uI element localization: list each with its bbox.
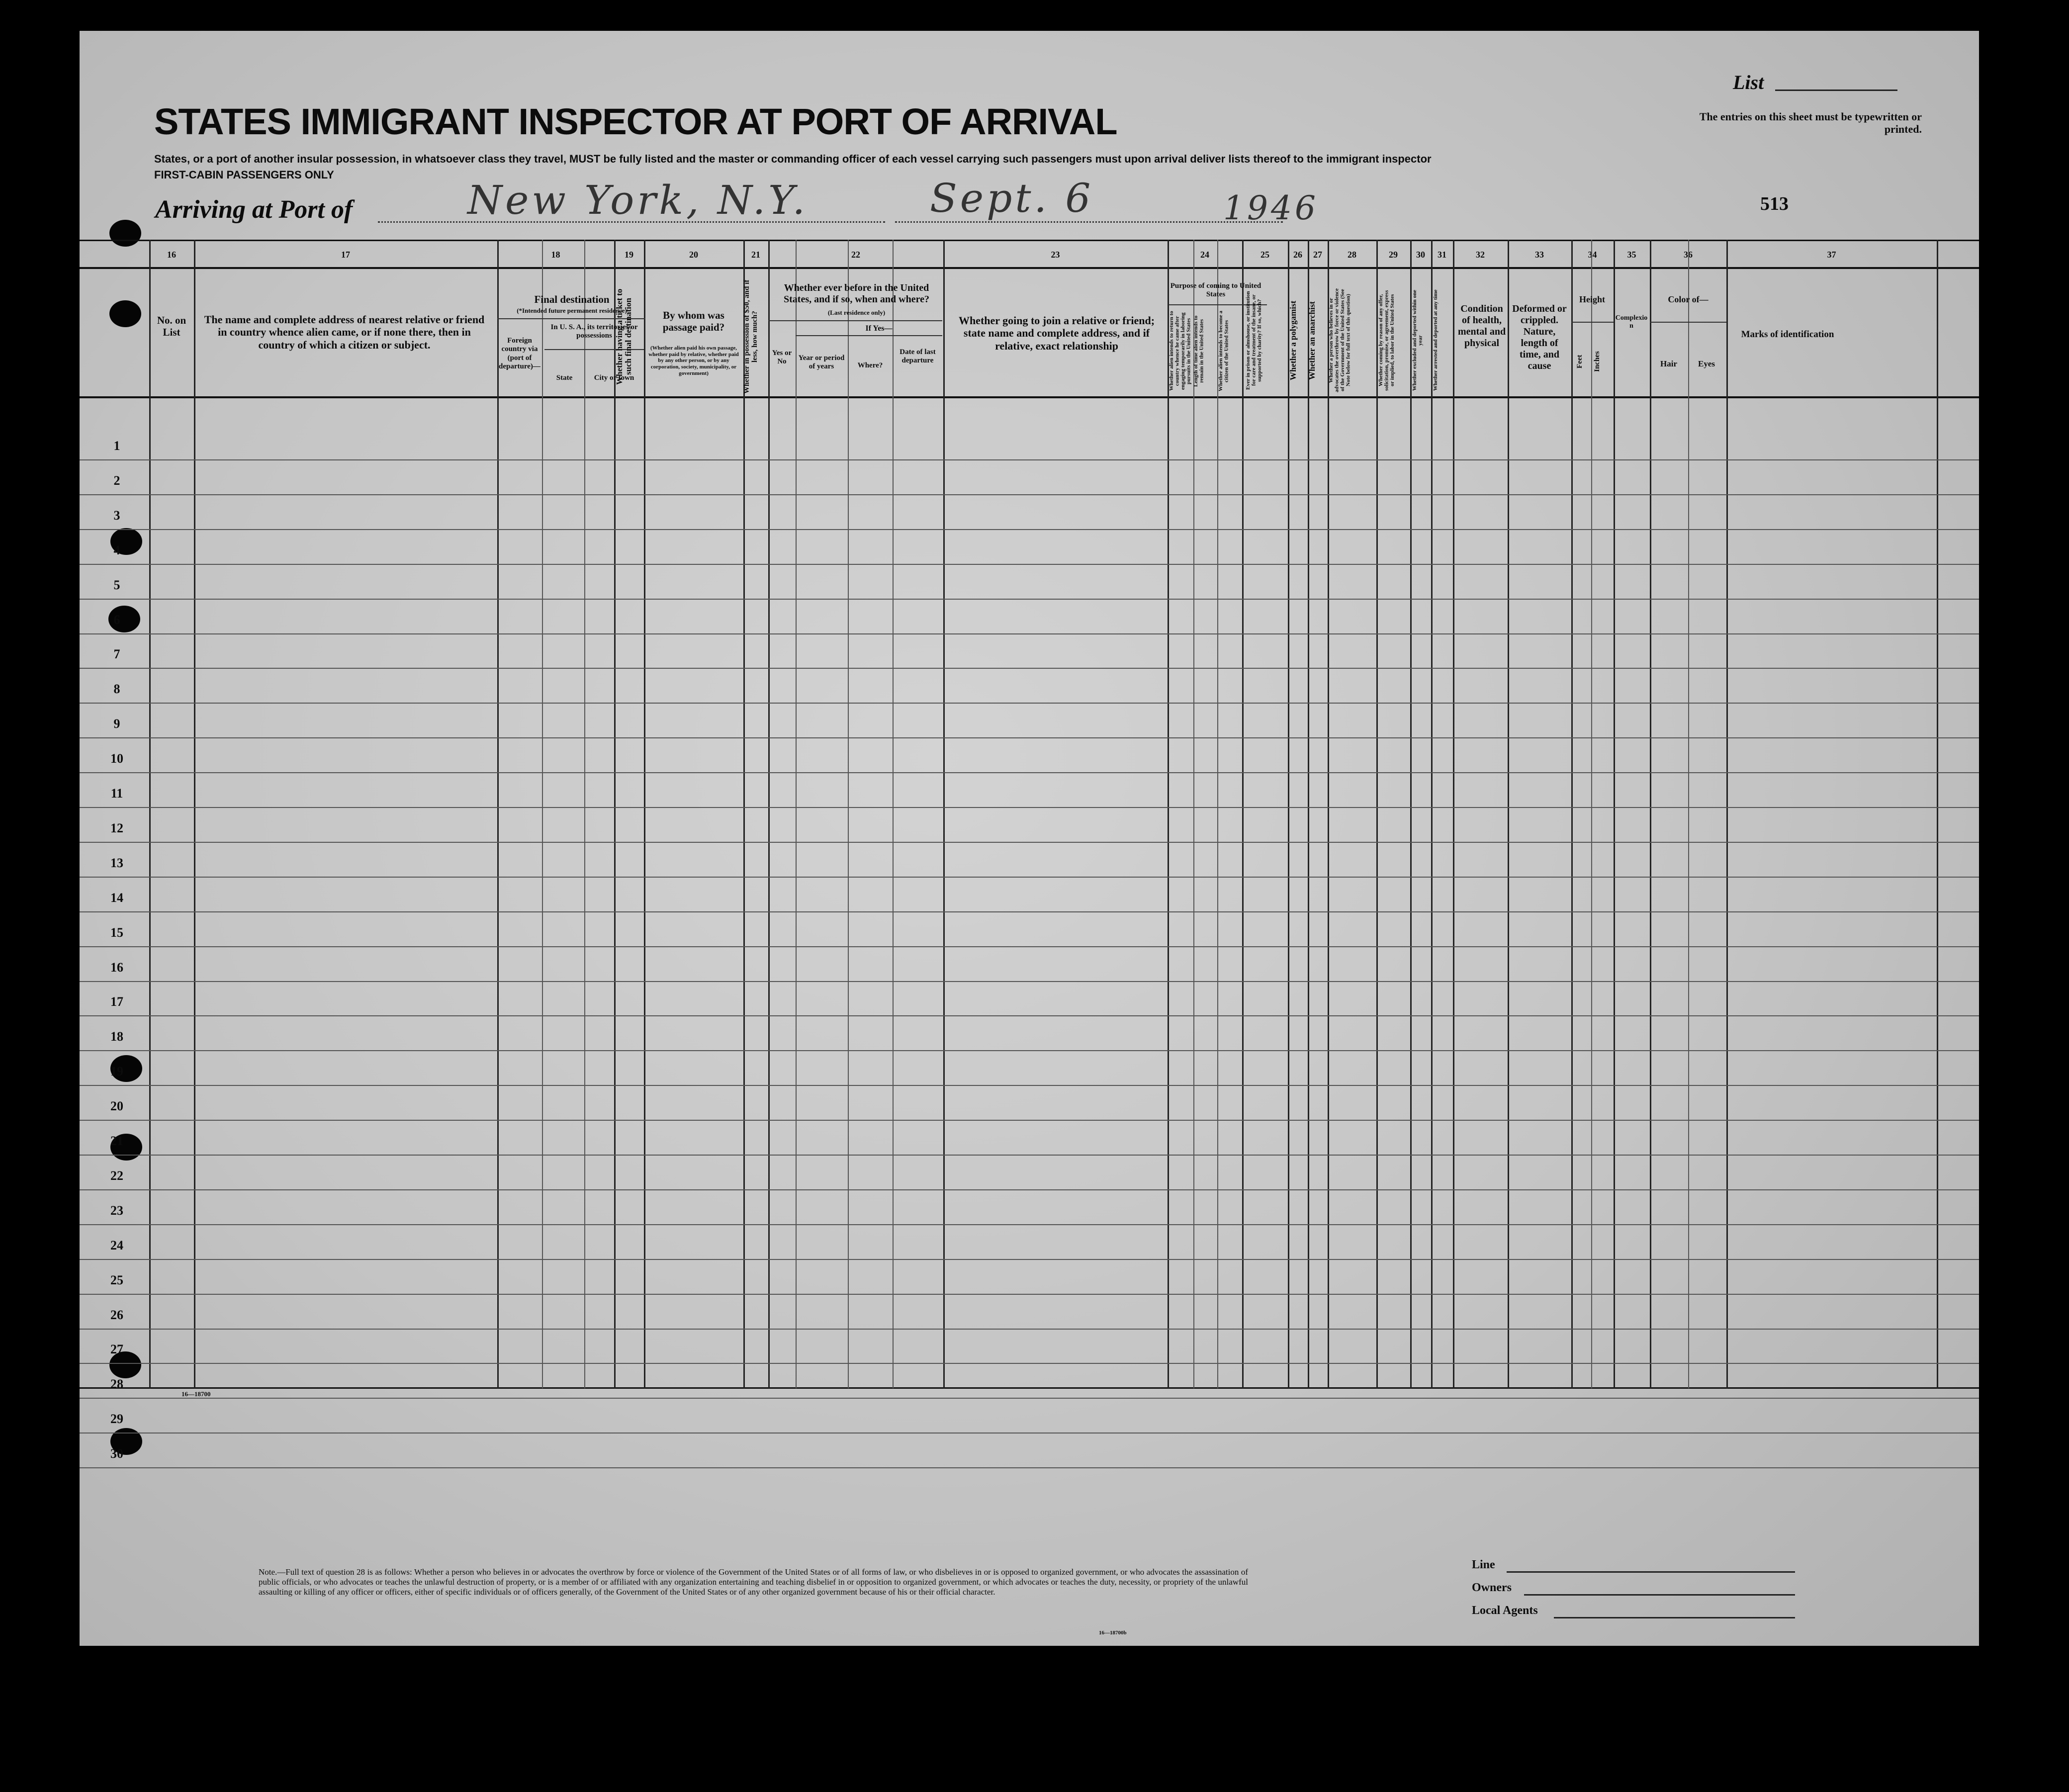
row-line bbox=[80, 1433, 1979, 1434]
header-purpose-c: Whether alien intends to become a citizen of the United States bbox=[1218, 310, 1230, 392]
column-line bbox=[1193, 240, 1194, 1388]
form-number: 16—18700 bbox=[181, 1390, 211, 1398]
header-ever-before-sub: (Last residence only) bbox=[827, 309, 886, 316]
colnum-border bbox=[80, 267, 1979, 269]
header-purpose: Purpose of coming to United States bbox=[1170, 282, 1261, 299]
header-by-whom-sub: (Whether alien paid his own passage, whether paid by relative, whether paid by any other person, or by any corporation, society, municipality, or government) bbox=[648, 345, 739, 376]
column-line bbox=[1508, 240, 1509, 1388]
list-line bbox=[1775, 90, 1897, 91]
row-line bbox=[80, 737, 1979, 738]
header-ever-before: Whether ever before in the United States, and if so, when and where? bbox=[784, 282, 929, 305]
column-line bbox=[743, 240, 745, 1388]
row-line bbox=[80, 703, 1979, 704]
column-number: 35 bbox=[1627, 250, 1636, 260]
column-number: 29 bbox=[1389, 250, 1398, 260]
column-line bbox=[768, 240, 770, 1388]
header-deformed: Deformed or crippled. Nature, length of time, and cause bbox=[1512, 303, 1567, 371]
header-contract-labor: Whether coming by reason of any offer, solicitation, promise, or agreement, express or implied, to labor in the United States bbox=[1378, 290, 1396, 391]
header-yes-no: Yes or No bbox=[772, 349, 792, 366]
row-number: 29 bbox=[110, 1412, 123, 1426]
header-complexion: Complexion bbox=[1615, 314, 1648, 330]
column-line bbox=[194, 240, 195, 1388]
row-line bbox=[80, 807, 1979, 808]
column-number: 20 bbox=[689, 250, 698, 260]
row-number: 20 bbox=[110, 1099, 123, 1113]
row-line bbox=[80, 494, 1979, 495]
column-number: 28 bbox=[1348, 250, 1356, 260]
list-label: List bbox=[1733, 71, 1764, 93]
header-if-yes: If Yes— bbox=[865, 324, 893, 333]
row-number: 28 bbox=[110, 1377, 123, 1391]
form-title: STATES IMMIGRANT INSPECTOR AT PORT OF ARRIVAL bbox=[154, 101, 1117, 142]
column-line bbox=[1308, 240, 1309, 1388]
header-inches: Inches bbox=[1593, 351, 1601, 372]
row-number: 13 bbox=[110, 856, 123, 870]
header-purpose-b: Length of time alien intends to remain in the United States bbox=[1193, 315, 1205, 387]
row-number: 25 bbox=[110, 1273, 123, 1287]
row-number: 7 bbox=[113, 647, 120, 661]
table-top-border bbox=[80, 240, 1979, 241]
row-line bbox=[80, 1398, 1979, 1399]
form-number-bottom: 16—18700b bbox=[1099, 1630, 1127, 1636]
row-number: 19 bbox=[110, 1064, 123, 1078]
header-marks: Marks of identification bbox=[1741, 329, 1834, 340]
row-number: 16 bbox=[110, 960, 123, 975]
row-line bbox=[80, 1329, 1979, 1330]
row-line bbox=[80, 459, 1979, 460]
row-number: 21 bbox=[110, 1134, 123, 1148]
header-hair: Hair bbox=[1660, 359, 1677, 368]
column-number: 17 bbox=[341, 250, 350, 260]
column-line bbox=[644, 240, 645, 1388]
header-anarchist: Whether an anarchist bbox=[1307, 301, 1317, 380]
column-line bbox=[943, 240, 945, 1388]
column-line bbox=[497, 240, 499, 1388]
header-final-destination-sub: (*Intended future permanent residence) bbox=[517, 307, 627, 314]
header-condition: Condition of health, mental and physical bbox=[1457, 303, 1506, 349]
column-number: 24 bbox=[1200, 250, 1209, 260]
header-date-departure: Date of last departure bbox=[900, 348, 936, 365]
row-line bbox=[80, 1294, 1979, 1295]
column-line bbox=[1650, 240, 1651, 1388]
header-excluded: Whether excluded and deported within one year bbox=[1412, 290, 1424, 391]
port-handwritten: New York, N.Y. bbox=[467, 177, 809, 223]
header-final-destination: Final destination bbox=[534, 293, 610, 305]
entries-note: The entries on this sheet must be typewritten or printed. bbox=[1699, 110, 1922, 136]
owners-label: Owners bbox=[1472, 1581, 1512, 1594]
divider bbox=[796, 335, 942, 336]
year-handwritten: 1946 bbox=[1223, 189, 1319, 227]
line-label: Line bbox=[1472, 1558, 1495, 1571]
arriving-label: Arriving at Port of bbox=[155, 195, 353, 224]
row-number: 15 bbox=[110, 925, 123, 940]
divider bbox=[768, 320, 942, 321]
column-number: 25 bbox=[1260, 250, 1269, 260]
column-line bbox=[1453, 240, 1454, 1388]
header-in-usa: In U. S. A., its territories or possessions bbox=[550, 323, 638, 340]
row-line bbox=[80, 599, 1979, 600]
row-number: 6 bbox=[113, 613, 120, 627]
column-number: 18 bbox=[551, 250, 560, 260]
column-line bbox=[1591, 240, 1592, 1388]
row-line bbox=[80, 1120, 1979, 1121]
header-height: Height bbox=[1579, 294, 1605, 304]
column-line bbox=[614, 240, 616, 1388]
row-line bbox=[80, 877, 1979, 878]
row-number: 26 bbox=[110, 1308, 123, 1322]
header-feet: Feet bbox=[1576, 355, 1584, 368]
column-line bbox=[1217, 240, 1218, 1388]
header-arrested: Whether arrested and deported at any time bbox=[1433, 289, 1439, 391]
column-line bbox=[1688, 240, 1689, 1388]
date-handwritten: Sept. 6 bbox=[930, 175, 1094, 221]
column-number: 23 bbox=[1051, 250, 1060, 260]
column-number: 30 bbox=[1416, 250, 1425, 260]
row-number: 8 bbox=[113, 682, 120, 696]
row-line bbox=[80, 946, 1979, 947]
column-number: 16 bbox=[167, 250, 176, 260]
column-line bbox=[1937, 240, 1938, 1388]
row-number: 3 bbox=[113, 508, 120, 523]
row-number: 11 bbox=[110, 786, 123, 801]
row-line bbox=[80, 1050, 1979, 1051]
divider bbox=[1571, 322, 1614, 323]
column-line bbox=[893, 240, 894, 1388]
punch-hole bbox=[109, 300, 141, 327]
row-line bbox=[80, 529, 1979, 530]
row-line bbox=[80, 911, 1979, 912]
column-line bbox=[1168, 240, 1169, 1388]
line-field bbox=[1507, 1571, 1795, 1573]
row-line bbox=[80, 772, 1979, 773]
row-line bbox=[80, 1155, 1979, 1156]
row-line bbox=[80, 1085, 1979, 1086]
row-line bbox=[80, 1015, 1979, 1016]
row-number: 27 bbox=[110, 1342, 123, 1356]
column-number: 34 bbox=[1588, 250, 1597, 260]
row-line bbox=[80, 842, 1979, 843]
header-by-whom: By whom was passage paid? bbox=[662, 309, 725, 334]
column-line bbox=[1431, 240, 1433, 1388]
column-number: 26 bbox=[1293, 250, 1302, 260]
row-number: 23 bbox=[110, 1203, 123, 1218]
column-line bbox=[1288, 240, 1289, 1388]
column-number: 36 bbox=[1684, 250, 1693, 260]
row-line bbox=[80, 1189, 1979, 1190]
header-foreign-country: Foreign country via (port of departure)— bbox=[499, 337, 540, 370]
row-line bbox=[80, 668, 1979, 669]
row-number: 10 bbox=[110, 751, 123, 766]
header-where: Where? bbox=[857, 361, 883, 369]
row-number: 12 bbox=[110, 821, 123, 835]
row-number: 5 bbox=[113, 578, 120, 592]
header-ticket: Whether having a ticket to such final destination bbox=[615, 288, 633, 385]
header-no-on-list: No. on List bbox=[157, 314, 186, 339]
header-relative: The name and complete address of nearest relative or friend in country whence alien came, or if none there, then in country of which a citizen or subject. bbox=[204, 313, 485, 351]
row-number: 24 bbox=[110, 1238, 123, 1253]
agents-label: Local Agents bbox=[1472, 1604, 1538, 1617]
row-number: 9 bbox=[113, 717, 120, 731]
row-line bbox=[80, 1224, 1979, 1225]
header-state: State bbox=[556, 374, 573, 382]
row-number: 1 bbox=[113, 439, 120, 453]
column-number: 22 bbox=[851, 250, 860, 260]
manifest-sheet bbox=[80, 31, 1979, 1646]
header-bottom-border bbox=[80, 396, 1979, 398]
header-purpose-a: Whether alien intends to return to country whence he came after engaging temporarily in laboring pursuits in the United States bbox=[1169, 311, 1192, 391]
row-number: 4 bbox=[113, 543, 120, 557]
row-number: 17 bbox=[110, 994, 123, 1009]
header-year-period: Year or period of years bbox=[798, 354, 845, 371]
header-color-of: Color of— bbox=[1668, 294, 1709, 304]
row-line bbox=[80, 1363, 1979, 1364]
column-number: 37 bbox=[1827, 250, 1836, 260]
header-overthrow: Whether a person who believes in or advocates the overthrow by force or violence of the Government of the United States (See Note below for full text of this question) bbox=[1328, 288, 1351, 392]
row-line bbox=[80, 1259, 1979, 1260]
column-line bbox=[1410, 240, 1412, 1388]
column-line bbox=[796, 240, 797, 1388]
column-line bbox=[1242, 240, 1244, 1388]
row-number: 18 bbox=[110, 1029, 123, 1044]
column-number: 33 bbox=[1535, 250, 1544, 260]
row-number: 22 bbox=[110, 1168, 123, 1183]
passenger-class: FIRST-CABIN PASSENGERS ONLY bbox=[154, 169, 334, 181]
owners-field bbox=[1524, 1594, 1795, 1596]
column-line bbox=[1376, 240, 1378, 1388]
column-number: 31 bbox=[1438, 250, 1446, 260]
column-line bbox=[584, 240, 585, 1388]
punch-hole bbox=[109, 220, 141, 247]
column-number: 27 bbox=[1313, 250, 1322, 260]
row-line bbox=[80, 1467, 1979, 1468]
column-number: 21 bbox=[751, 250, 760, 260]
header-prison: Ever in prison or almshouse, or institution for care and treatment of the insane, or supported by charity? If so, which? bbox=[1245, 291, 1263, 390]
sheet-number: 513 bbox=[1760, 193, 1789, 214]
column-line bbox=[1726, 240, 1728, 1388]
row-number: 14 bbox=[110, 891, 123, 905]
column-line bbox=[1571, 240, 1573, 1388]
divider bbox=[497, 318, 544, 319]
row-number: 2 bbox=[113, 473, 120, 488]
column-line bbox=[1328, 240, 1329, 1388]
divider bbox=[1650, 322, 1726, 323]
footer-note: Note.—Full text of question 28 is as follows: Whether a person who believes in or advocates the overthrow by force or violence of the Government of the United States or of all forms of law, or who disbelieves in or is opposed to organized government, or who advocates the assassination of public officials, or who advocates or teaches the unlawful destruction of property, or is a member of or affiliated with any organization entertaining and teaching disbelief in or opposition to organized government, or which advocates or teaches the duty, necessity, or propriety of the unlawful assaulting or killing of any officer or officers, either of specific individuals or of officers generally, of the Government of the United States or of any other organized government because of his or their official character. bbox=[259, 1567, 1248, 1597]
form-instructions: States, or a port of another insular possession, in whatsoever class they travel, MUST be fully listed and the master or commanding officer of each vessel carrying such passengers must upon arrival deliver lists thereof to the immigrant inspector bbox=[154, 153, 1432, 165]
row-line bbox=[80, 633, 1979, 634]
column-line bbox=[542, 240, 543, 1388]
agents-field bbox=[1554, 1617, 1795, 1618]
column-number: 19 bbox=[625, 250, 633, 260]
table-bottom-border bbox=[80, 1387, 1979, 1389]
column-line bbox=[848, 240, 849, 1388]
header-possession: Whether in possession of $50, and if less, how much? bbox=[743, 279, 759, 394]
header-join-relative: Whether going to join a relative or friend; state name and complete address, and if relative, exact relationship bbox=[958, 314, 1155, 352]
row-line bbox=[80, 564, 1979, 565]
column-number: 32 bbox=[1476, 250, 1485, 260]
header-eyes: Eyes bbox=[1698, 359, 1715, 368]
row-line bbox=[80, 981, 1979, 982]
column-line bbox=[1614, 240, 1615, 1388]
row-number: 30 bbox=[110, 1446, 123, 1461]
header-polygamist: Whether a polygamist bbox=[1288, 300, 1298, 380]
header-city: City or town bbox=[594, 374, 634, 382]
